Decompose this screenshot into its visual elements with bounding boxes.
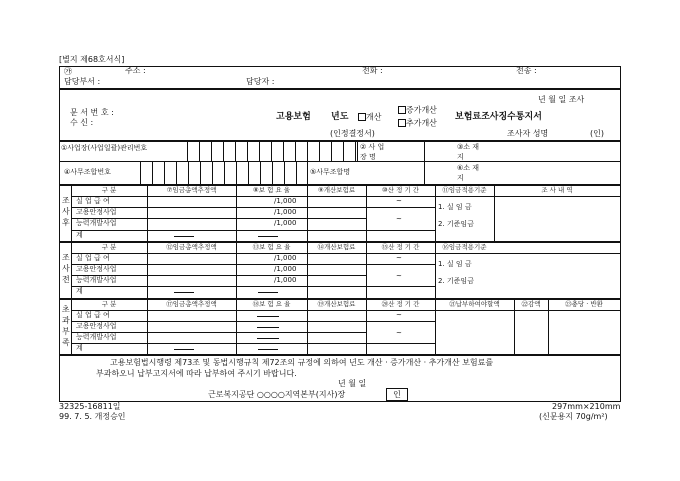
col-divider	[236, 241, 237, 298]
digit-box-divider	[164, 161, 165, 184]
sum-dash	[258, 349, 278, 350]
before-tilde: ~	[396, 253, 402, 262]
after-side-char: 사	[62, 207, 70, 217]
after-row-label: 능력개발사업	[76, 219, 117, 228]
period-line	[366, 264, 435, 265]
col-divider	[435, 241, 436, 298]
col-divider	[494, 184, 495, 241]
after-row-label: 고용안정사업	[76, 208, 117, 217]
before-tilde: ~	[396, 271, 402, 280]
mgmt-no-label: ①사업장(사업일괄)관리번호	[61, 144, 148, 152]
seal-label: (인)	[590, 129, 604, 138]
period-line	[366, 286, 435, 287]
survey-date: 년 월 일 조사	[538, 95, 585, 104]
due-row-label: 실 업 급 여	[76, 310, 110, 319]
inspector-label: 조사자 성명	[507, 129, 549, 138]
confirm-label: (인정결정서)	[330, 129, 375, 138]
due-row-label: 계	[76, 344, 83, 353]
footer-size: 297mm×210mm	[552, 402, 621, 411]
insurance-label: 고용보험	[276, 112, 311, 122]
check-add: 추가개산	[398, 119, 437, 128]
due-tilde: ~	[396, 328, 402, 337]
col-divider	[147, 241, 148, 298]
row-line	[71, 321, 366, 322]
sum-dash	[174, 349, 194, 350]
row-line	[71, 264, 366, 265]
notice-line1: 고용보험법시행령 제73조 및 동법시행규칙 제72조의 규정에 의하여 년도 개산 · 증가개산 · 추가개산 보험료를	[110, 358, 494, 367]
col-divider	[366, 241, 367, 298]
after-tilde: ~	[396, 197, 402, 205]
union-no-label: ④사무조합번호	[64, 168, 111, 176]
after-col-header: ⑩산 정 기 간	[381, 186, 420, 194]
before-col-header: ⑭개산보험료	[317, 242, 356, 251]
union-name-label: ⑤사무조합명	[310, 168, 351, 176]
before-rate: /1,000	[274, 276, 297, 285]
before-row-label: 실 업 급 여	[76, 253, 110, 262]
col-divider	[236, 298, 237, 355]
row-line	[71, 286, 366, 287]
before-col-header: ⑯임금적용기준	[442, 242, 487, 251]
checkbox-calc[interactable]	[358, 113, 366, 121]
due-row-label: 고용안정사업	[76, 321, 117, 330]
digit-box-divider	[355, 140, 356, 161]
union-location-label: ⑥소 재 지	[457, 164, 480, 182]
digit-box-divider	[188, 161, 189, 184]
year-label: 년도	[331, 112, 349, 122]
digit-box-divider	[295, 140, 296, 161]
after-rate: /1,000	[274, 208, 297, 217]
digit-box-divider	[283, 140, 284, 161]
due-side-char: 족	[62, 338, 70, 347]
due-tilde: ~	[396, 310, 402, 319]
row-line	[71, 207, 366, 208]
manager-label: 담당자 :	[246, 77, 275, 86]
digit-box-divider	[331, 140, 332, 161]
digit-box-divider	[211, 140, 212, 161]
col-divider	[435, 298, 436, 355]
due-col-header: ㉑납부하여야할액	[449, 299, 500, 308]
after-col-header: ⑪임금적용기준	[442, 186, 487, 194]
dept-label: 담당부서 :	[64, 77, 101, 86]
stamp-box: 인	[386, 388, 408, 401]
before-row-label: 고용안정사업	[76, 265, 117, 273]
section-bottom-line	[59, 354, 620, 356]
period-line	[366, 321, 435, 322]
digit-box-divider	[223, 140, 224, 161]
address-label: 주소 :	[125, 66, 146, 75]
digit-box-divider	[212, 161, 213, 184]
digit-box-divider	[152, 161, 153, 184]
after-basis-2: 2. 기준임금	[438, 220, 474, 228]
digit-box-divider	[199, 140, 200, 161]
before-rate: /1,000	[274, 265, 297, 273]
digit-box-divider	[187, 140, 188, 161]
due-col-header: 구 분	[101, 299, 117, 308]
digit-box-divider	[200, 161, 201, 184]
digit-box-divider	[272, 161, 273, 184]
due-col-header: ㉓충당 · 반환	[565, 299, 603, 308]
digit-box-divider	[236, 161, 237, 184]
doc-no-label: 문 서 번 호 :	[70, 108, 114, 117]
notice-line2: 부과하오니 납부고지서에 따라 납부하여 주시기 바랍니다.	[96, 369, 297, 378]
before-side-char: 조	[62, 253, 70, 263]
digit-box-divider	[259, 140, 260, 161]
after-col-header: ⑦임금총액추정액	[166, 186, 217, 194]
due-col-header: ⑰임금총액추정액	[166, 299, 217, 308]
after-col-header: ⑧보 험 요 율	[252, 186, 291, 194]
period-line	[366, 207, 435, 208]
col-divider	[147, 184, 148, 241]
after-row-label: 실 업 급 여	[76, 197, 110, 205]
section-header-line	[71, 196, 620, 197]
after-col-header: 조 사 내 역	[541, 186, 573, 194]
checkbox-increase[interactable]	[398, 106, 406, 114]
notice-date: 년 월 일	[338, 379, 367, 388]
col-divider	[366, 298, 367, 355]
after-basis-1: 1. 실 임 금	[438, 203, 472, 211]
due-col-header: ㉒감액	[521, 299, 541, 308]
before-basis-1: 1. 실 임 금	[438, 259, 472, 268]
rate-dash	[257, 327, 279, 328]
due-col-header: ⑱보 험 요 율	[252, 299, 291, 308]
digit-box-divider	[176, 161, 177, 184]
before-col-header: ⑬보 험 요 율	[252, 242, 291, 251]
due-side-char: 부	[62, 327, 70, 336]
row-line	[71, 343, 366, 344]
after-row-label: 계	[76, 230, 83, 239]
after-rate: /1,000	[274, 197, 297, 205]
form-title: 보험료조사징수통지서	[455, 112, 542, 122]
biz-name-label: ② 사 업 장 명	[360, 143, 385, 161]
due-col-header: ⑲개산보험료	[317, 299, 356, 308]
before-basis-2: 2. 기준임금	[438, 276, 474, 285]
period-line	[366, 230, 435, 231]
due-col-header: ⑳산 정 기 간	[381, 299, 420, 308]
col-divider	[307, 184, 308, 241]
digit-box-divider	[284, 161, 285, 184]
after-col-header: ⑨개산보험료	[317, 186, 356, 194]
section-header-line	[71, 253, 620, 254]
footer-paper: (신문용지 70g/m²)	[539, 412, 608, 421]
recipient-label: 수 신 :	[70, 118, 94, 127]
header-circle-mark: ㉮	[64, 67, 72, 76]
col-divider	[307, 241, 308, 298]
footer-approval: 99. 7. 5. 개정승인	[59, 412, 126, 421]
col-divider	[307, 298, 308, 355]
checkbox-add[interactable]	[398, 119, 406, 127]
sum-dash	[174, 292, 194, 293]
before-col-header: ⑫임금총액추정액	[166, 242, 217, 251]
due-side-char: 과	[62, 316, 70, 325]
rate-dash	[257, 338, 279, 339]
col-divider	[514, 298, 515, 355]
digit-box-divider	[260, 161, 261, 184]
before-row-label: 능력개발사업	[76, 276, 117, 285]
digit-box-divider	[247, 140, 248, 161]
col-divider	[548, 298, 549, 355]
digit-box-divider	[235, 140, 236, 161]
digit-box-divider	[140, 161, 141, 184]
check-increase: 증가개산	[398, 106, 437, 115]
before-row-label: 계	[76, 287, 83, 296]
col-divider	[435, 184, 436, 241]
row-line	[71, 230, 366, 231]
sum-dash	[174, 236, 194, 237]
after-tilde: ~	[396, 214, 402, 223]
phone-label: 전화 :	[362, 66, 383, 75]
after-side-char: 조	[62, 196, 70, 206]
col-divider	[366, 184, 367, 241]
rate-dash	[257, 316, 279, 317]
digit-box-divider	[319, 140, 320, 161]
digit-box-divider	[307, 140, 308, 161]
digit-box-divider	[296, 161, 297, 184]
send-label: 전송 :	[516, 66, 537, 75]
due-row-label: 능력개발사업	[76, 333, 117, 341]
form-label: [별지 제68호서식]	[59, 55, 125, 64]
footer-code: 32325-16811일	[59, 402, 121, 411]
after-col-header: 구 분	[101, 186, 117, 194]
row-line	[71, 332, 366, 333]
row-line	[71, 275, 366, 276]
before-col-header: 구 분	[101, 242, 117, 251]
sum-dash	[258, 236, 278, 237]
after-rate: /1,000	[274, 219, 297, 228]
sum-dash	[258, 292, 278, 293]
issuer: 근로복지공단 ○○○○지역본부(지사)장	[208, 390, 346, 399]
before-col-header: ⑮산 정 기 간	[381, 242, 420, 251]
col-divider	[236, 184, 237, 241]
digit-box-divider	[224, 161, 225, 184]
period-line	[366, 343, 435, 344]
digit-box-divider	[343, 140, 344, 161]
check-calc: 개산	[358, 113, 381, 122]
site-location-label: ③소 재 지	[457, 143, 480, 161]
after-side-char: 후	[62, 218, 70, 228]
col-divider	[147, 298, 148, 355]
due-side-char: 초	[62, 305, 70, 314]
before-side-char: 전	[62, 275, 70, 285]
before-rate: /1,000	[274, 253, 297, 262]
row-line	[71, 218, 366, 219]
digit-box-divider	[248, 161, 249, 184]
before-side-char: 사	[62, 264, 70, 274]
digit-box-divider	[271, 140, 272, 161]
section-header-line	[71, 310, 620, 311]
